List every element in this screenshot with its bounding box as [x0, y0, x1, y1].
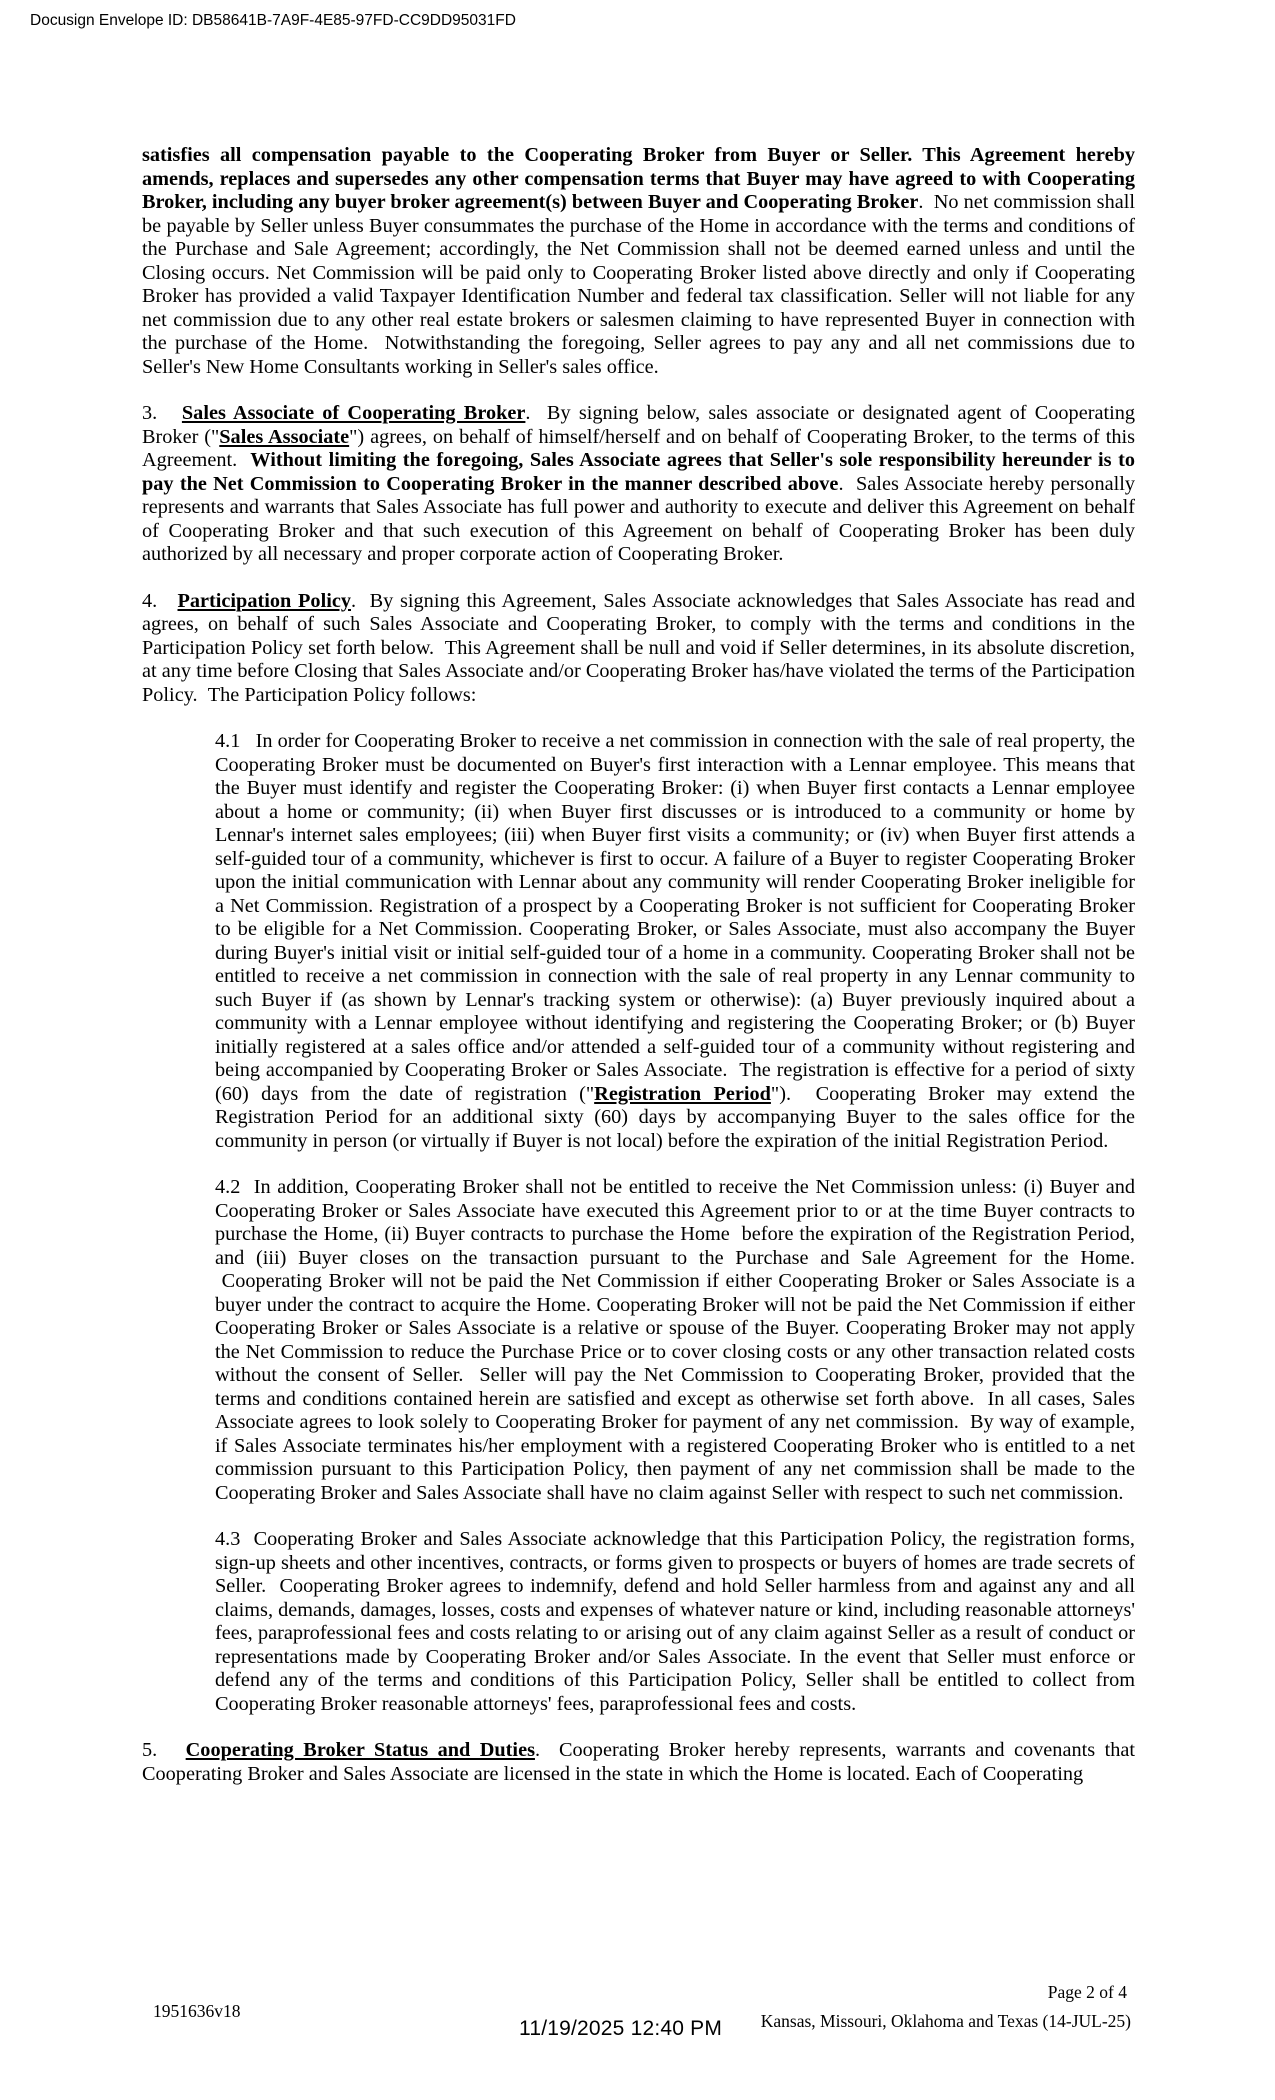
- paragraph-intro-continuation: satisfies all compensation payable to the Cooperating Broker from Buyer or Seller. This Agreement hereby amends, replaces and supersedes any other compensation terms that Buyer may have agreed to with Cooperating Broker, including any buyer broker agreement(s) between Buyer and Cooperating Broker. No net commission shall be payable by Seller unless Buyer consummates the purchase of the Home in accordance with the terms and conditions of the Purchase and Sale Agreement; accordingly, the Net Commission shall not be deemed earned unless and until the Closing occurs. Net Commission will be paid only to Cooperating Broker listed above directly and only if Cooperating Broker has provided a valid Taxpayer Identification Number and federal tax classification. Seller will not liable for any net commission due to any other real estate brokers or salesmen claiming to have represented Buyer in connection with the purchase of the Home. Notwithstanding the foregoing, Seller agrees to pay any and all net commissions due to Seller's New Home Consultants working in Seller's sales office.: [142, 144, 1135, 378]
- section-5-cooperating-broker-status: 5. Cooperating Broker Status and Duties. Cooperating Broker hereby represents, warrants and covenants that Cooperating Broker and Sales Associate are licensed in the state in which the Home is located. Each of Cooperating: [142, 1739, 1136, 1785]
- docusign-envelope-id: Docusign Envelope ID: DB58641B-7A9F-4E85-97FD-CC9DD95031FD: [30, 12, 516, 29]
- footer-document-number: 1951636v18: [153, 2001, 241, 2021]
- footer-page-number: Page 2 of 4: [1047, 1982, 1127, 2002]
- section-4-participation-policy: 4. Participation Policy. By signing this Agreement, Sales Associate acknowledges that Sales Associate has read and agrees, on behalf of such Sales Associate and Cooperating Broker, to comply with the terms and conditions in the Participation Policy set forth below. This Agreement shall be null and void if Seller determines, in its absolute discretion, at any time before Closing that Sales Associate and/or Cooperating Broker has/have violated the terms of the Participation Policy. The Participation Policy follows:: [142, 589, 1136, 706]
- section-3-sales-associate: 3. Sales Associate of Cooperating Broker. By signing below, sales associate or designated agent of Cooperating Broker ("Sales Associate") agrees, on behalf of himself/herself and on behalf of Cooperating Broker, to the terms of this Agreement. Without limiting the foregoing, Sales Associate agrees that Seller's sole responsibility hereunder is to pay the Net Commission to Cooperating Broker in the manner described above. Sales Associate hereby personally represents and warrants that Sales Associate has full power and authority to execute and deliver this Agreement on behalf of Cooperating Broker and that such execution of this Agreement on behalf of Cooperating Broker has been duly authorized by all necessary and proper corporate action of Cooperating Broker.: [142, 402, 1136, 565]
- section-4-2: 4.2 In addition, Cooperating Broker shall not be entitled to receive the Net Commission unless: (i) Buyer and Cooperating Broker or Sales Associate have executed this Agreement prior to or at the time Buyer contracts to purchase the Home, (ii) Buyer contracts to purchase the Home before the expiration of the Registration Period, and (iii) Buyer closes on the transaction pursuant to the Purchase and Sale Agreement for the Home. Cooperating Broker will not be paid the Net Commission if either Cooperating Broker or Sales Associate is a buyer under the contract to acquire the Home. Cooperating Broker will not be paid the Net Commission if either Cooperating Broker or Sales Associate is a relative or spouse of the Buyer. Cooperating Broker may not apply the Net Commission to reduce the Purchase Price or to cover closing costs or any other transaction related costs without the consent of Seller. Seller will pay the Net Commission to Cooperating Broker, provided that the terms and conditions contained herein are satisfied and except as otherwise set forth above. In all cases, Sales Associate agrees to look solely to Cooperating Broker for payment of any net commission. By way of example, if Sales Associate terminates his/her employment with a registered Cooperating Broker who is entitled to a net commission pursuant to this Participation Policy, then payment of any net commission shall be made to the Cooperating Broker and Sales Associate shall have no claim against Seller with respect to such net commission.: [215, 1176, 1135, 1504]
- section-4-1: 4.1 In order for Cooperating Broker to receive a net commission in connection with the sale of real property, the Cooperating Broker must be documented on Buyer's first interaction with a Lennar employee. This means that the Buyer must identify and register the Cooperating Broker: (i) when Buyer first contacts a Lennar employee about a home or community; (ii) when Buyer first discusses or is introduced to a community or home by Lennar's internet sales employees; (iii) when Buyer first visits a community; or (iv) when Buyer first attends a self-guided tour of a community, whichever is first to occur. A failure of a Buyer to register Cooperating Broker upon the initial communication with Lennar about any community will render Cooperating Broker ineligible for a Net Commission. Registration of a prospect by a Cooperating Broker is not sufficient for Cooperating Broker to be eligible for a Net Commission. Cooperating Broker, or Sales Associate, must also accompany the Buyer during Buyer's initial visit or initial self-guided tour of a home in a community. Cooperating Broker shall not be entitled to receive a net commission in connection with the sale of real property in any Lennar community to such Buyer if (as shown by Lennar's tracking system or otherwise): (a) Buyer previously inquired about a community with a Lennar employee without identifying and registering the Cooperating Broker; or (b) Buyer initially registered at a sales office and/or attended a self-guided tour of a community without registering and being accompanied by Cooperating Broker or Sales Associate. The registration is effective for a period of sixty (60) days from the date of registration ("Registration Period"). Cooperating Broker may extend the Registration Period for an additional sixty (60) days by accompanying Buyer to the sales office for the community in person (or virtually if Buyer is not local) before the expiration of the initial Registration Period.: [215, 730, 1136, 1152]
- footer-jurisdiction-version: Kansas, Missouri, Oklahoma and Texas (14-JUL-25): [760, 2011, 1131, 2031]
- footer-datetime-stamp: 11/19/2025 12:40 PM: [519, 2017, 723, 2040]
- section-4-3: 4.3 Cooperating Broker and Sales Associate acknowledge that this Participation Policy, the registration forms, sign-up sheets and other incentives, contracts, or forms given to prospects or buyers of homes are trade secrets of Seller. Cooperating Broker agrees to indemnify, defend and hold Seller harmless from and against any and all claims, demands, damages, losses, costs and expenses of whatever nature or kind, including reasonable attorneys' fees, paraprofessional fees and costs relating to or arising out of any claim against Seller as a result of conduct or representations made by Cooperating Broker and/or Sales Associate. In the event that Seller must enforce or defend any of the terms and conditions of this Participation Policy, Seller shall be entitled to collect from Cooperating Broker reasonable attorneys' fees, paraprofessional fees and costs.: [215, 1528, 1135, 1715]
- document-body: [142, 144, 1135, 1809]
